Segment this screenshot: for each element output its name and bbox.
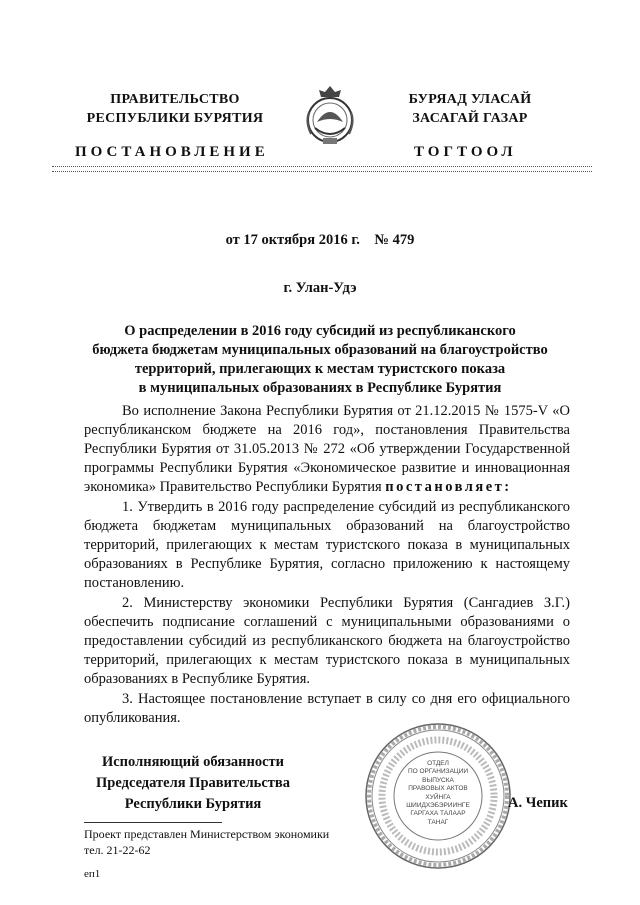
header-divider-secondary bbox=[52, 171, 592, 172]
footnote-divider bbox=[84, 822, 222, 823]
official-seal-icon bbox=[362, 720, 514, 872]
signer-title-line: Председателя Правительства bbox=[96, 775, 290, 791]
decree-item-text: 2. Министерству экономики Республики Бурятия (Сангадиев З.Г.) обеспечить подписание соглашений с муниципальными образованиями о предоставлении субсидий из республиканского бюджета на благоустройство территорий, прилегающих к местам туристского показа в муниципальных образованиях в Республике Бурятия. bbox=[84, 595, 570, 687]
document-code: еп1 bbox=[84, 868, 101, 880]
preamble-verb: постановляет: bbox=[385, 479, 512, 495]
decree-title-line: территорий, прилегающих к местам туристского показа bbox=[134, 361, 506, 377]
seal-center-text: ОТДЕЛ ПО ОРГАНИЗАЦИИ ВЫПУСКА ПРАВОВЫХ АКТОВ ХУЙНГА ШИИДХЭБЭРИИНГЕ ГАРГАХА ТАЛААР ТАНАГ bbox=[406, 760, 470, 826]
signer-title-line: Исполняющий обязанности bbox=[101, 754, 285, 770]
decree-item-1 bbox=[84, 498, 570, 593]
decree-item-text: 3. Настоящее постановление вступает в силу со дня его официального опубликования. bbox=[84, 691, 570, 726]
footnote bbox=[84, 826, 329, 858]
header-divider bbox=[52, 166, 592, 167]
footnote-line: Проект представлен Министерством экономики bbox=[84, 827, 330, 841]
decree-title-line: в муниципальных образованиях в Республике Бурятия bbox=[138, 380, 502, 396]
city-name: г. Улан-Удэ bbox=[283, 280, 357, 296]
republic-coat-of-arms-icon bbox=[295, 82, 365, 152]
footnote-line: тел. 21-22-62 bbox=[84, 843, 151, 857]
decree-preamble bbox=[84, 402, 570, 497]
preamble-text: Во исполнение Закона Республики Бурятия от 21.12.2015 № 1575-V «О республиканском бюджете на 2016 год», постановления Правительства Республики Бурятия от 31.05.2013 № 272 «Об утверждении Государственной программы Республики Бурятия «Экономическое развитие и инновационная экономика» Правительство Республики Бурятия bbox=[84, 403, 570, 495]
decree-label-bua: ТОГТООЛ bbox=[414, 144, 517, 160]
decree-label-ru: ПОСТАНОВЛЕНИЕ bbox=[75, 144, 269, 160]
government-name-bua bbox=[370, 90, 570, 128]
signer-title-line: Республики Бурятия bbox=[124, 796, 262, 812]
signer-title bbox=[84, 752, 302, 815]
signer-name: А. Чепик bbox=[508, 795, 568, 811]
decree-title-line: бюджета бюджетам муниципальных образований на благоустройство bbox=[92, 342, 548, 358]
decree-item-text: 1. Утвердить в 2016 году распределение субсидий из республиканского бюджета бюджетам муниципальных образований на благоустройство территорий, прилегающих к местам туристского показа в муниципальных образованиях в Республике Бурятия, согласно приложению к настоящему постановлению. bbox=[84, 499, 570, 591]
decree-title-line: О распределении в 2016 году субсидий из республиканского bbox=[124, 323, 516, 339]
decree-title bbox=[60, 322, 580, 398]
decree-date-number: от 17 октября 2016 г. № 479 bbox=[225, 232, 415, 248]
government-name-ru bbox=[70, 90, 280, 128]
government-name-bua-line1: БУРЯАД УЛАСАЙ bbox=[408, 92, 532, 107]
government-name-ru-line2: РЕСПУБЛИКИ БУРЯТИЯ bbox=[86, 111, 264, 126]
decree-item-2 bbox=[84, 594, 570, 689]
government-name-bua-line2: ЗАСАГАЙ ГАЗАР bbox=[412, 111, 528, 126]
government-name-ru-line1: ПРАВИТЕЛЬСТВО bbox=[110, 92, 240, 107]
